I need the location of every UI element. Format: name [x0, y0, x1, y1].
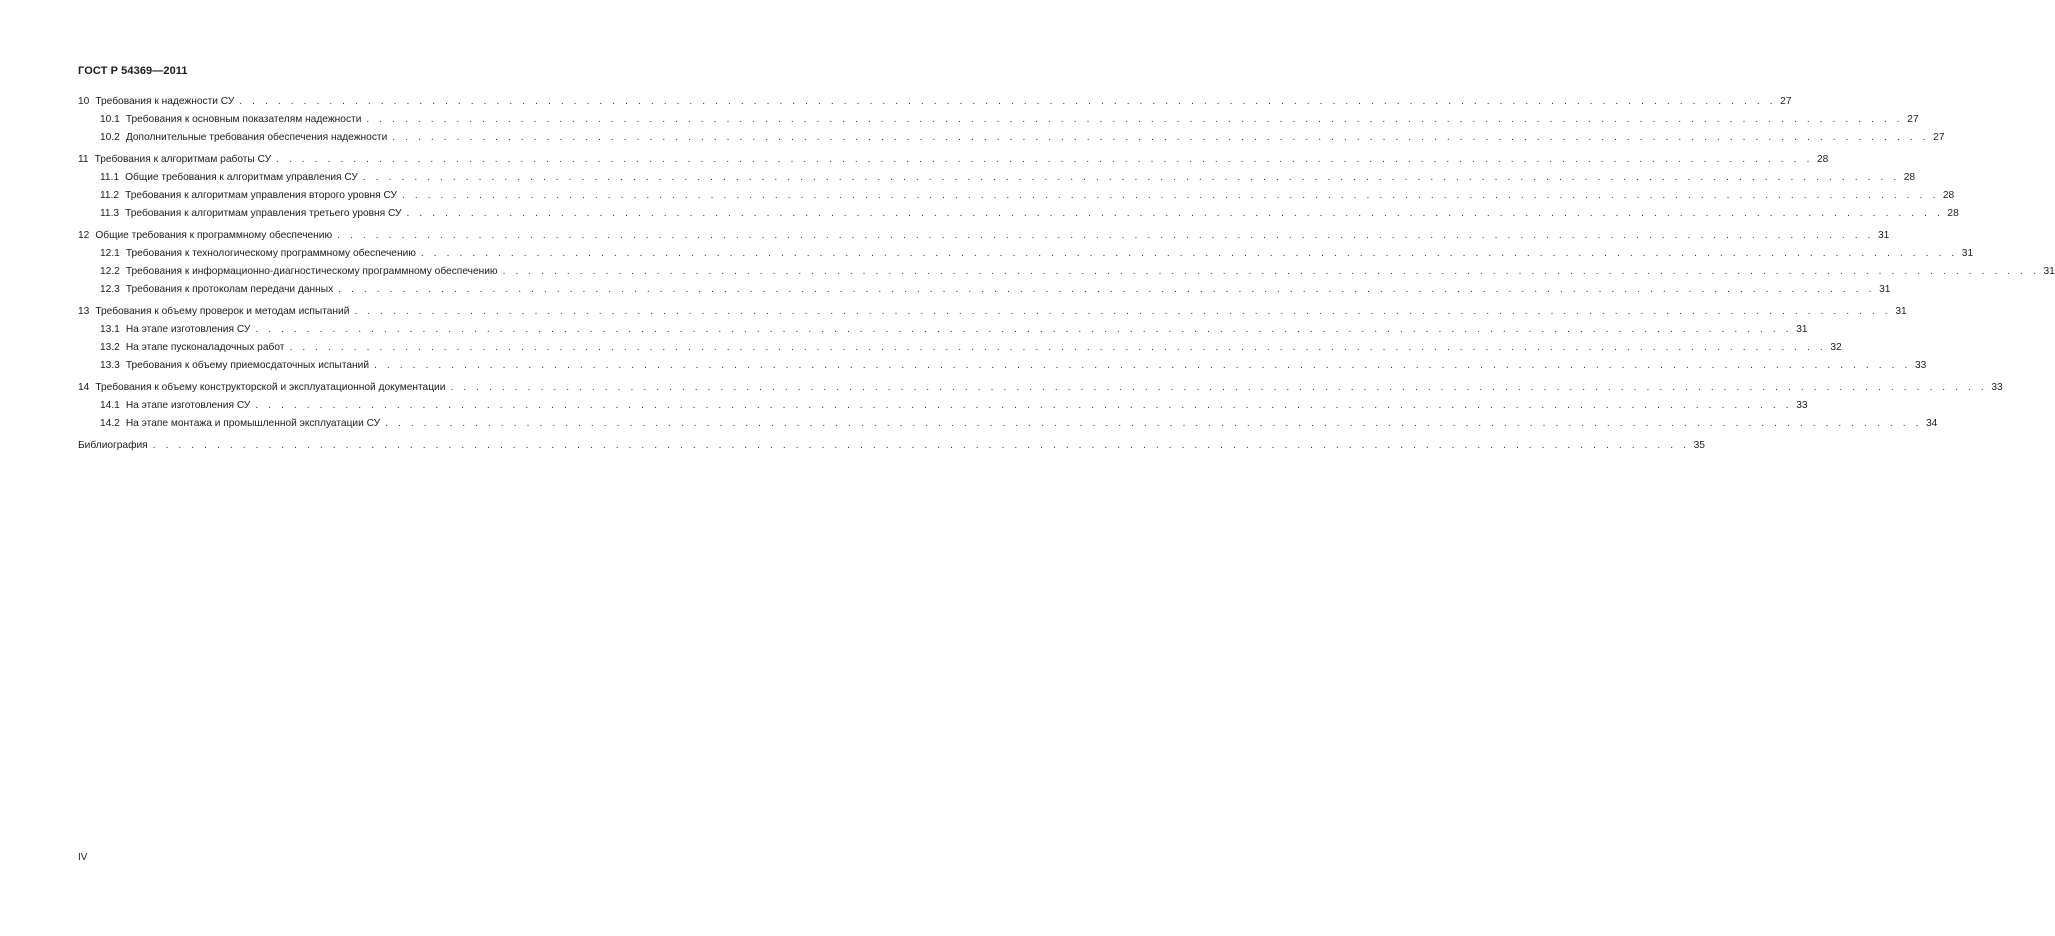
toc-subsection-row: [78, 263, 2055, 281]
toc-entry-title: Библиография: [78, 440, 148, 451]
toc-entry-page: 33: [1914, 360, 1927, 371]
toc-subsection-row: [78, 187, 1955, 205]
toc-entry-title: Требования к алгоритмам управления второго уровня СУ: [125, 190, 397, 201]
toc-entry-number: 13.1: [100, 324, 120, 335]
toc-entry-title: На этапе изготовления СУ: [125, 400, 251, 411]
toc-entry-title: Требования к объему проверок и методам испытаний: [95, 306, 350, 317]
toc-entry-page: 31: [1879, 284, 1891, 295]
toc-entry-page: 32: [1830, 342, 1842, 353]
toc-subsection-row: [78, 321, 1808, 339]
toc-entry-number: 14: [78, 382, 90, 393]
toc-entry-number: 11.3: [100, 208, 120, 219]
toc-entry-page: 27: [1933, 132, 1945, 143]
toc-entry-title: Требования к алгоритмам работы СУ: [94, 154, 272, 165]
toc-subsection-row: [78, 339, 1842, 357]
dot-leader: . . . . . . . . . . . . . . . . . . . . . . . . . . . . . . . . . . . . . . . . . . . . . . . . . . . . . . . . . . . . . . . . . . . . . . . . . . . . . . . . . . . . . . . . . . . . . . . . . . . . . . . . . . . . . . . . . . . . . . . .: [255, 400, 1793, 411]
toc-entry-title: На этапе монтажа и промышленной эксплуатации СУ: [125, 418, 381, 429]
document-header: ГОСТ Р 54369—2011: [78, 65, 188, 77]
toc-entry-number: 13: [78, 306, 90, 317]
toc-entry-page: 31: [1895, 306, 1907, 317]
toc-entry-title: Требования к объему конструкторской и эксплуатационной документации: [95, 382, 446, 393]
dot-leader: . . . . . . . . . . . . . . . . . . . . . . . . . . . . . . . . . . . . . . . . . . . . . . . . . . . . . . . . . . . . . . . . . . . . . . . . . . . . . . . . . . . . . . . . . . . . . . . . . . . . . . . . . . . . . . . . . . . . . . . .: [502, 266, 2040, 277]
toc-entry-number: 12.1: [100, 248, 120, 259]
toc-subsection-row: [78, 357, 1927, 375]
toc-entry-number: 13.2: [100, 342, 120, 353]
dot-leader: . . . . . . . . . . . . . . . . . . . . . . . . . . . . . . . . . . . . . . . . . . . . . . . . . . . . . . . . . . . . . . . . . . . . . . . . . . . . . . . . . . . . . . . . . . . . . . . . . . . . . . . . . . . . . . . . . . . . . . . .: [289, 342, 1827, 353]
toc-entry-title: На этапе изготовления СУ: [125, 324, 251, 335]
toc-section-row: [78, 379, 2003, 397]
toc-entry-page: 31: [2043, 266, 2055, 277]
toc-entry-title: Требования к протоколам передачи данных: [125, 284, 334, 295]
toc-subsection-row: [78, 415, 1938, 433]
toc-entry-page: 31: [1961, 248, 1974, 259]
toc-section-row: [78, 151, 1829, 169]
toc-entry-title: Требования к алгоритмам управления третьего уровня СУ: [125, 208, 402, 219]
dot-leader: . . . . . . . . . . . . . . . . . . . . . . . . . . . . . . . . . . . . . . . . . . . . . . . . . . . . . . . . . . . . . . . . . . . . . . . . . . . . . . . . . . . . . . . . . . . . . . . . . . . . . . . . . . . . . . . . . . . . . . . .: [354, 306, 1892, 317]
table-of-contents: [78, 93, 2055, 455]
toc-entry-number: 14.2: [100, 418, 120, 429]
dot-leader: . . . . . . . . . . . . . . . . . . . . . . . . . . . . . . . . . . . . . . . . . . . . . . . . . . . . . . . . . . . . . . . . . . . . . . . . . . . . . . . . . . . . . . . . . . . . . . . . . . . . . . . . . . . . . . . . . . . . . . . .: [255, 324, 1793, 335]
toc-subsection-row: [78, 111, 1919, 129]
toc-subsection-row: [78, 245, 1974, 263]
toc-section-row: [78, 437, 1705, 455]
toc-entry-title: Общие требования к программному обеспечению: [95, 230, 333, 241]
toc-entry-number: 11: [78, 154, 89, 165]
toc-entry-page: 34: [1926, 418, 1938, 429]
toc-entry-number: 10.2: [100, 132, 120, 143]
dot-leader: . . . . . . . . . . . . . . . . . . . . . . . . . . . . . . . . . . . . . . . . . . . . . . . . . . . . . . . . . . . . . . . . . . . . . . . . . . . . . . . . . . . . . . . . . . . . . . . . . . . . . . . . . . . . . . . . . . . . . . . .: [385, 418, 1923, 429]
toc-entry-title: Требования к объему приемосдаточных испытаний: [125, 360, 370, 371]
dot-leader: . . . . . . . . . . . . . . . . . . . . . . . . . . . . . . . . . . . . . . . . . . . . . . . . . . . . . . . . . . . . . . . . . . . . . . . . . . . . . . . . . . . . . . . . . . . . . . . . . . . . . . . . . . . . . . . . . . . . . . . .: [392, 132, 1930, 143]
dot-leader: . . . . . . . . . . . . . . . . . . . . . . . . . . . . . . . . . . . . . . . . . . . . . . . . . . . . . . . . . . . . . . . . . . . . . . . . . . . . . . . . . . . . . . . . . . . . . . . . . . . . . . . . . . . . . . . . . . . . . . . .: [337, 230, 1875, 241]
dot-leader: . . . . . . . . . . . . . . . . . . . . . . . . . . . . . . . . . . . . . . . . . . . . . . . . . . . . . . . . . . . . . . . . . . . . . . . . . . . . . . . . . . . . . . . . . . . . . . . . . . . . . . . . . . . . . . . . . . . . . . . .: [362, 172, 1900, 183]
toc-subsection-row: [78, 129, 1945, 147]
toc-entry-page: 28: [1947, 208, 1959, 219]
toc-entry-number: 10: [78, 96, 90, 107]
toc-entry-title: Требования к надежности СУ: [95, 96, 235, 107]
toc-entry-number: 13.3: [100, 360, 120, 371]
toc-entry-number: 11.2: [100, 190, 120, 201]
toc-entry-number: 11.1: [100, 172, 120, 183]
toc-entry-number: 12.2: [100, 266, 120, 277]
toc-entry-number: 12.3: [100, 284, 120, 295]
toc-section-row: [78, 303, 1907, 321]
toc-entry-title: Требования к информационно-диагностическому программному обеспечению: [125, 266, 498, 277]
toc-subsection-row: [78, 169, 1916, 187]
dot-leader: . . . . . . . . . . . . . . . . . . . . . . . . . . . . . . . . . . . . . . . . . . . . . . . . . . . . . . . . . . . . . . . . . . . . . . . . . . . . . . . . . . . . . . . . . . . . . . . . . . . . . . . . . . . . . . . . . . . . . . . .: [450, 382, 1988, 393]
dot-leader: . . . . . . . . . . . . . . . . . . . . . . . . . . . . . . . . . . . . . . . . . . . . . . . . . . . . . . . . . . . . . . . . . . . . . . . . . . . . . . . . . . . . . . . . . . . . . . . . . . . . . . . . . . . . . . . . . . . . . . . .: [401, 190, 1939, 201]
toc-section-row: [78, 227, 1890, 245]
dot-leader: . . . . . . . . . . . . . . . . . . . . . . . . . . . . . . . . . . . . . . . . . . . . . . . . . . . . . . . . . . . . . . . . . . . . . . . . . . . . . . . . . . . . . . . . . . . . . . . . . . . . . . . . . . . . . . . . . . . . . . . .: [338, 284, 1876, 295]
toc-entry-title: Общие требования к алгоритмам управления СУ: [125, 172, 358, 183]
toc-subsection-row: [78, 281, 1891, 299]
toc-subsection-row: [78, 397, 1808, 415]
toc-entry-page: 27: [1780, 96, 1792, 107]
toc-entry-page: 27: [1907, 114, 1919, 125]
toc-entry-page: 33: [1796, 400, 1808, 411]
toc-entry-title: На этапе пусконаладочных работ: [125, 342, 285, 353]
toc-entry-title: Требования к технологическому программному обеспечению: [125, 248, 416, 259]
toc-entry-number: 14.1: [100, 400, 120, 411]
dot-leader: . . . . . . . . . . . . . . . . . . . . . . . . . . . . . . . . . . . . . . . . . . . . . . . . . . . . . . . . . . . . . . . . . . . . . . . . . . . . . . . . . . . . . . . . . . . . . . . . . . . . . . . . . . . . . . . . . . . . . . . .: [366, 114, 1904, 125]
toc-entry-title: Дополнительные требования обеспечения надежности: [125, 132, 388, 143]
toc-section-row: [78, 93, 1792, 111]
dot-leader: . . . . . . . . . . . . . . . . . . . . . . . . . . . . . . . . . . . . . . . . . . . . . . . . . . . . . . . . . . . . . . . . . . . . . . . . . . . . . . . . . . . . . . . . . . . . . . . . . . . . . . . . . . . . . . . . . . . . . . . .: [239, 96, 1777, 107]
toc-entry-number: 10.1: [100, 114, 120, 125]
toc-entry-page: 33: [1991, 382, 2003, 393]
dot-leader: . . . . . . . . . . . . . . . . . . . . . . . . . . . . . . . . . . . . . . . . . . . . . . . . . . . . . . . . . . . . . . . . . . . . . . . . . . . . . . . . . . . . . . . . . . . . . . . . . . . . . . . . . . . . . . . . . . . . . . . .: [374, 360, 1911, 371]
toc-subsection-row: [78, 205, 1959, 223]
toc-entry-page: 35: [1693, 440, 1705, 451]
page-number: IV: [78, 852, 88, 863]
toc-entry-page: 28: [1903, 172, 1916, 183]
toc-entry-page: 31: [1878, 230, 1890, 241]
toc-entry-number: 12: [78, 230, 90, 241]
toc-entry-page: 31: [1796, 324, 1808, 335]
dot-leader: . . . . . . . . . . . . . . . . . . . . . . . . . . . . . . . . . . . . . . . . . . . . . . . . . . . . . . . . . . . . . . . . . . . . . . . . . . . . . . . . . . . . . . . . . . . . . . . . . . . . . . . . . . . . . . . . . . . . . . . .: [152, 440, 1690, 451]
dot-leader: . . . . . . . . . . . . . . . . . . . . . . . . . . . . . . . . . . . . . . . . . . . . . . . . . . . . . . . . . . . . . . . . . . . . . . . . . . . . . . . . . . . . . . . . . . . . . . . . . . . . . . . . . . . . . . . . . . . . . . . .: [406, 208, 1944, 219]
toc-entry-page: 28: [1816, 154, 1829, 165]
toc-entry-page: 28: [1942, 190, 1955, 201]
dot-leader: . . . . . . . . . . . . . . . . . . . . . . . . . . . . . . . . . . . . . . . . . . . . . . . . . . . . . . . . . . . . . . . . . . . . . . . . . . . . . . . . . . . . . . . . . . . . . . . . . . . . . . . . . . . . . . . . . . . . . . . .: [276, 154, 1813, 165]
dot-leader: . . . . . . . . . . . . . . . . . . . . . . . . . . . . . . . . . . . . . . . . . . . . . . . . . . . . . . . . . . . . . . . . . . . . . . . . . . . . . . . . . . . . . . . . . . . . . . . . . . . . . . . . . . . . . . . . . . . . . . . .: [420, 248, 1958, 259]
toc-entry-title: Требования к основным показателям надежности: [125, 114, 362, 125]
